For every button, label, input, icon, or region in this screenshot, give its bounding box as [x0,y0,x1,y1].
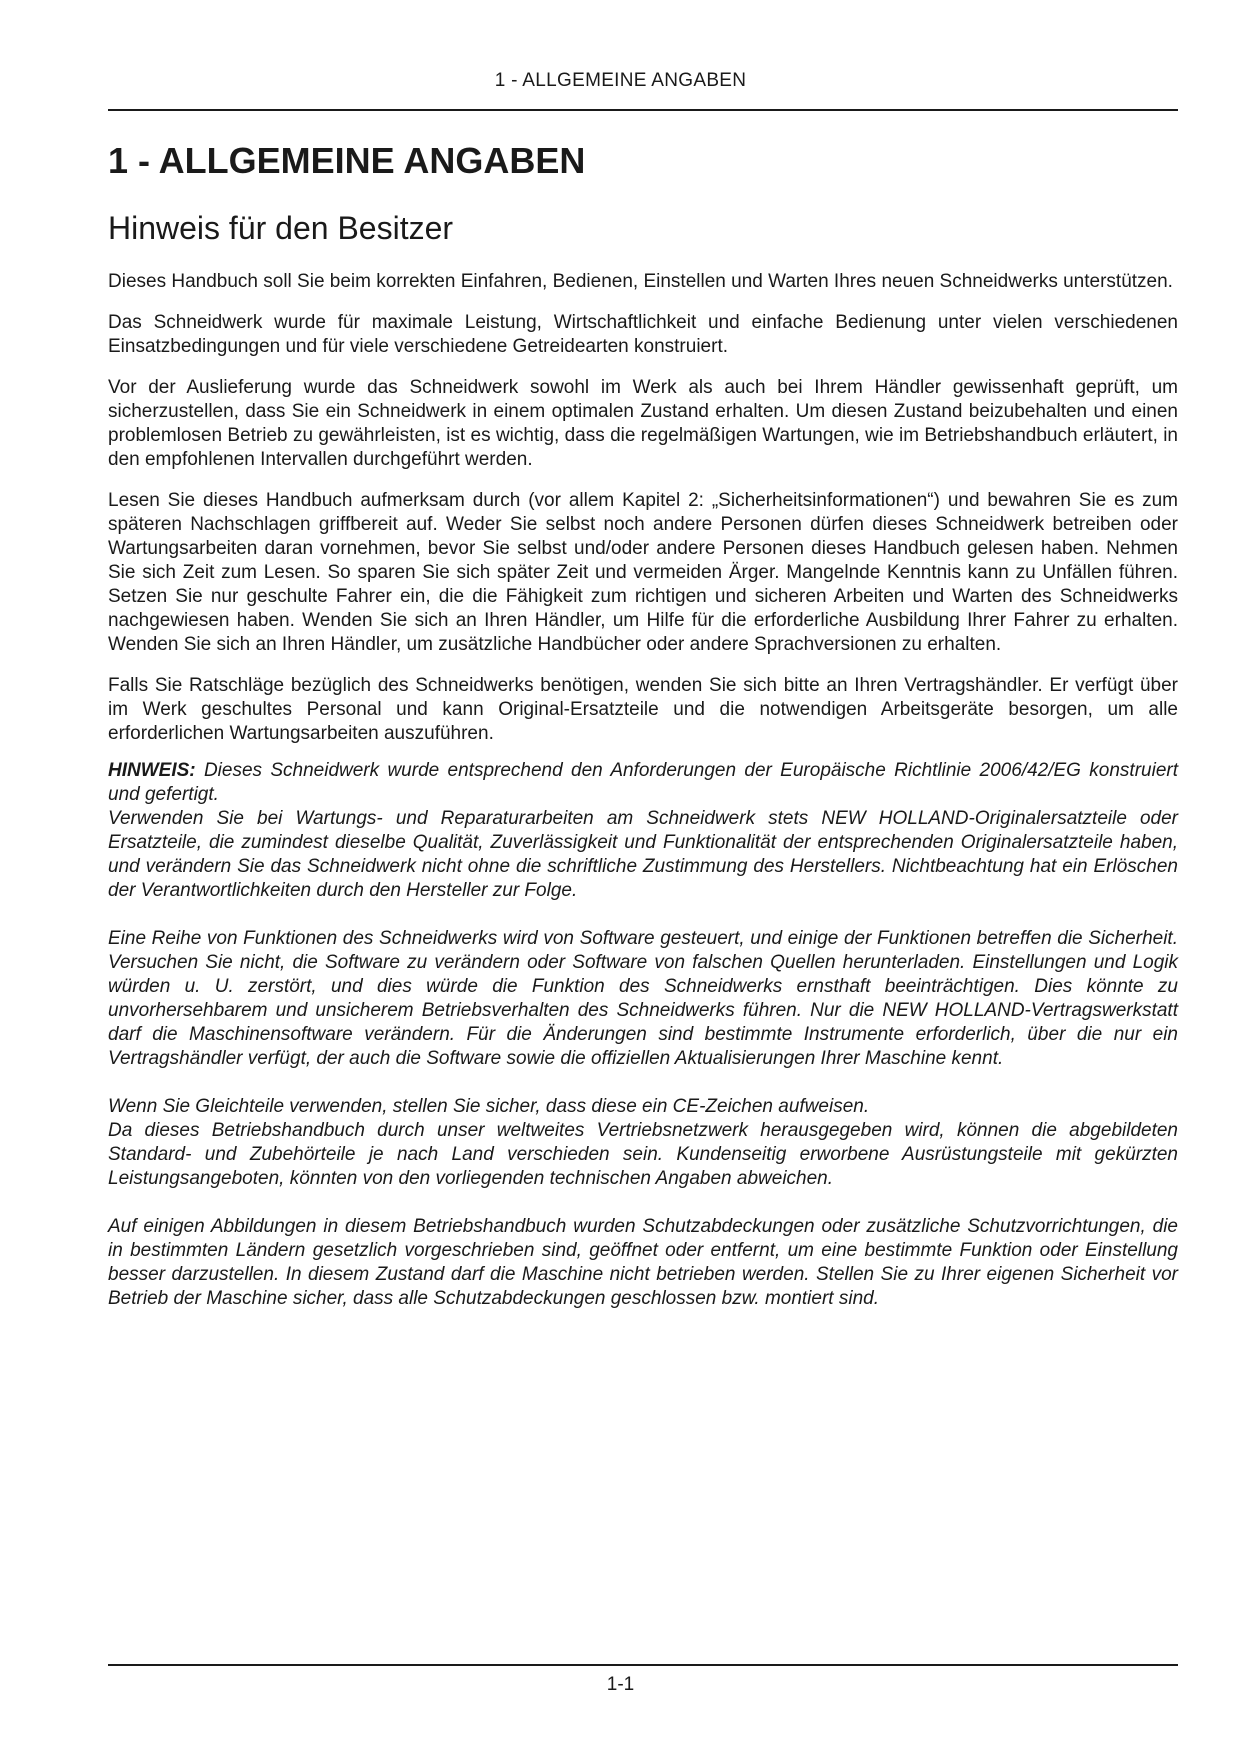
notice-lead-text: Dieses Schneidwerk wurde entsprechend den Anforderungen der Europäische Richtlinie 2006/42/EG konstruiert und gefertigt. [108,760,1178,805]
header-divider [108,109,1178,111]
paragraph: Vor der Auslieferung wurde das Schneidwerk sowohl im Werk als auch bei Ihrem Händler gewissenhaft geprüft, um sicherzustellen, dass Sie ein Schneidwerk in einem optimalen Zustand erhalten. Um diesen Zustand beizubehalten und einen problemlosen Betrieb zu gewährleisten, ist es wichtig, dass die regelmäßigen Wartungen, wie im Betriebshandbuch erläutert, in den empfohlenen Intervallen durchgeführt werden. [108,377,1178,470]
notice-paragraph: Auf einigen Abbildungen in diesem Betriebshandbuch wurden Schutzabdeckungen oder zusätzliche Schutzvorrichtungen, die in bestimmten Ländern gesetzlich vorgeschrieben sind, geöffnet oder entfernt, um eine bestimmte Funktion oder Einstellung besser darzustellen. In diesem Zustand darf die Maschine nicht betrieben werden. Stellen Sie zu Ihrer eigenen Sicherheit vor Betrieb der Maschine sicher, dass alle Schutzabdeckungen geschlossen bzw. montiert sind. [108,1216,1178,1309]
notice-label: HINWEIS: [108,760,196,781]
paragraph: Falls Sie Ratschläge bezüglich des Schneidwerks benötigen, wenden Sie sich bitte an Ihren Vertragshändler. Er verfügt über im Werk geschultes Personal und kann Original-Ersatzteile und die notwendigen Arbeitsgeräte besorgen, um alle erforderlichen Wartungsarbeiten auszuführen. [108,675,1178,744]
page-content [108,134,1178,1311]
notice-lead [108,759,1178,807]
notice-paragraph: Da dieses Betriebshandbuch durch unser weltweites Vertriebsnetzwerk herausgegeben wird, können die abgebildeten Standard- und Zubehörteile je nach Land verschieden sein. Kundenseitig erworbene Ausrüstungsteile mit gekürzten Leistungsangeboten, könnten von den vorliegenden technischen Angaben abweichen. [108,1120,1178,1189]
section-title: Hinweis für den Besitzer [108,210,454,246]
paragraph: Das Schneidwerk wurde für maximale Leistung, Wirtschaftlichkeit und einfache Bedienung unter vielen verschiedenen Einsatzbedingungen und für viele verschiedene Getreidearten konstruiert. [108,312,1178,357]
notice-paragraph: Verwenden Sie bei Wartungs- und Reparaturarbeiten am Schneidwerk stets NEW HOLLAND-Originalersatzteile oder Ersatzteile, die zumindest dieselbe Qualität, Zuverlässigkeit und Funktionalität der entsprechenden Originalersatzteile haben, und verändern Sie das Schneidwerk nicht ohne die schriftliche Zustimmung des Herstellers. Nichtbeachtung hat ein Erlöschen der Verantwortlichkeiten durch den Hersteller zur Folge. [108,808,1178,901]
footer-divider [108,1664,1178,1666]
paragraph: Dieses Handbuch soll Sie beim korrekten Einfahren, Bedienen, Einstellen und Warten Ihres neuen Schneidwerks unterstützen. [108,271,1173,292]
page-number: 1-1 [606,1674,635,1695]
notice-paragraph: Wenn Sie Gleichteile verwenden, stellen Sie sicher, dass diese ein CE-Zeichen aufweisen. [108,1096,870,1117]
notice-block [108,759,1178,1311]
running-header: 1 - ALLGEMEINE ANGABEN [494,70,747,91]
paragraph: Lesen Sie dieses Handbuch aufmerksam durch (vor allem Kapitel 2: „Sicherheitsinformationen“) und bewahren Sie es zum späteren Nachschlagen griffbereit auf. Weder Sie selbst noch andere Personen dürfen dieses Schneidwerk betreiben oder Wartungsarbeiten daran vornehmen, bevor Sie selbst und/oder andere Personen dieses Handbuch gelesen haben. Nehmen Sie sich Zeit zum Lesen. So sparen Sie sich später Zeit und vermeiden Ärger. Mangelnde Kenntnis kann zu Unfällen führen. Setzen Sie nur geschulte Fahrer ein, die die Fähigkeit zum richtigen und sicheren Arbeiten und Warten des Schneidwerks nachgewiesen haben. Wenden Sie sich an Ihren Händler, um Hilfe für die erforderliche Ausbildung Ihrer Fahrer zu erhalten. Wenden Sie sich an Ihren Händler, um zusätzliche Handbücher oder andere Sprachversionen zu erhalten. [108,490,1178,655]
chapter-title: 1 - ALLGEMEINE ANGABEN [108,140,586,181]
notice-paragraph: Eine Reihe von Funktionen des Schneidwerks wird von Software gesteuert, und einige der Funktionen betreffen die Sicherheit. Versuchen Sie nicht, die Software zu verändern oder Software von falschen Quellen herunterladen. Einstellungen und Logik würden u. U. zerstört, und dies würde die Funktion des Schneidwerks ernsthaft beeinträchtigen. Dies könnte zu unvorhersehbarem und unsicherem Betriebsverhalten des Schneidwerks führen. Nur die NEW HOLLAND-Vertragswerkstatt darf die Maschinensoftware verändern. Für die Änderungen sind bestimmte Instrumente erforderlich, über die nur ein Vertragshändler verfügt, der auch die Software sowie die offiziellen Aktualisierungen Ihrer Maschine kennt. [108,928,1178,1069]
